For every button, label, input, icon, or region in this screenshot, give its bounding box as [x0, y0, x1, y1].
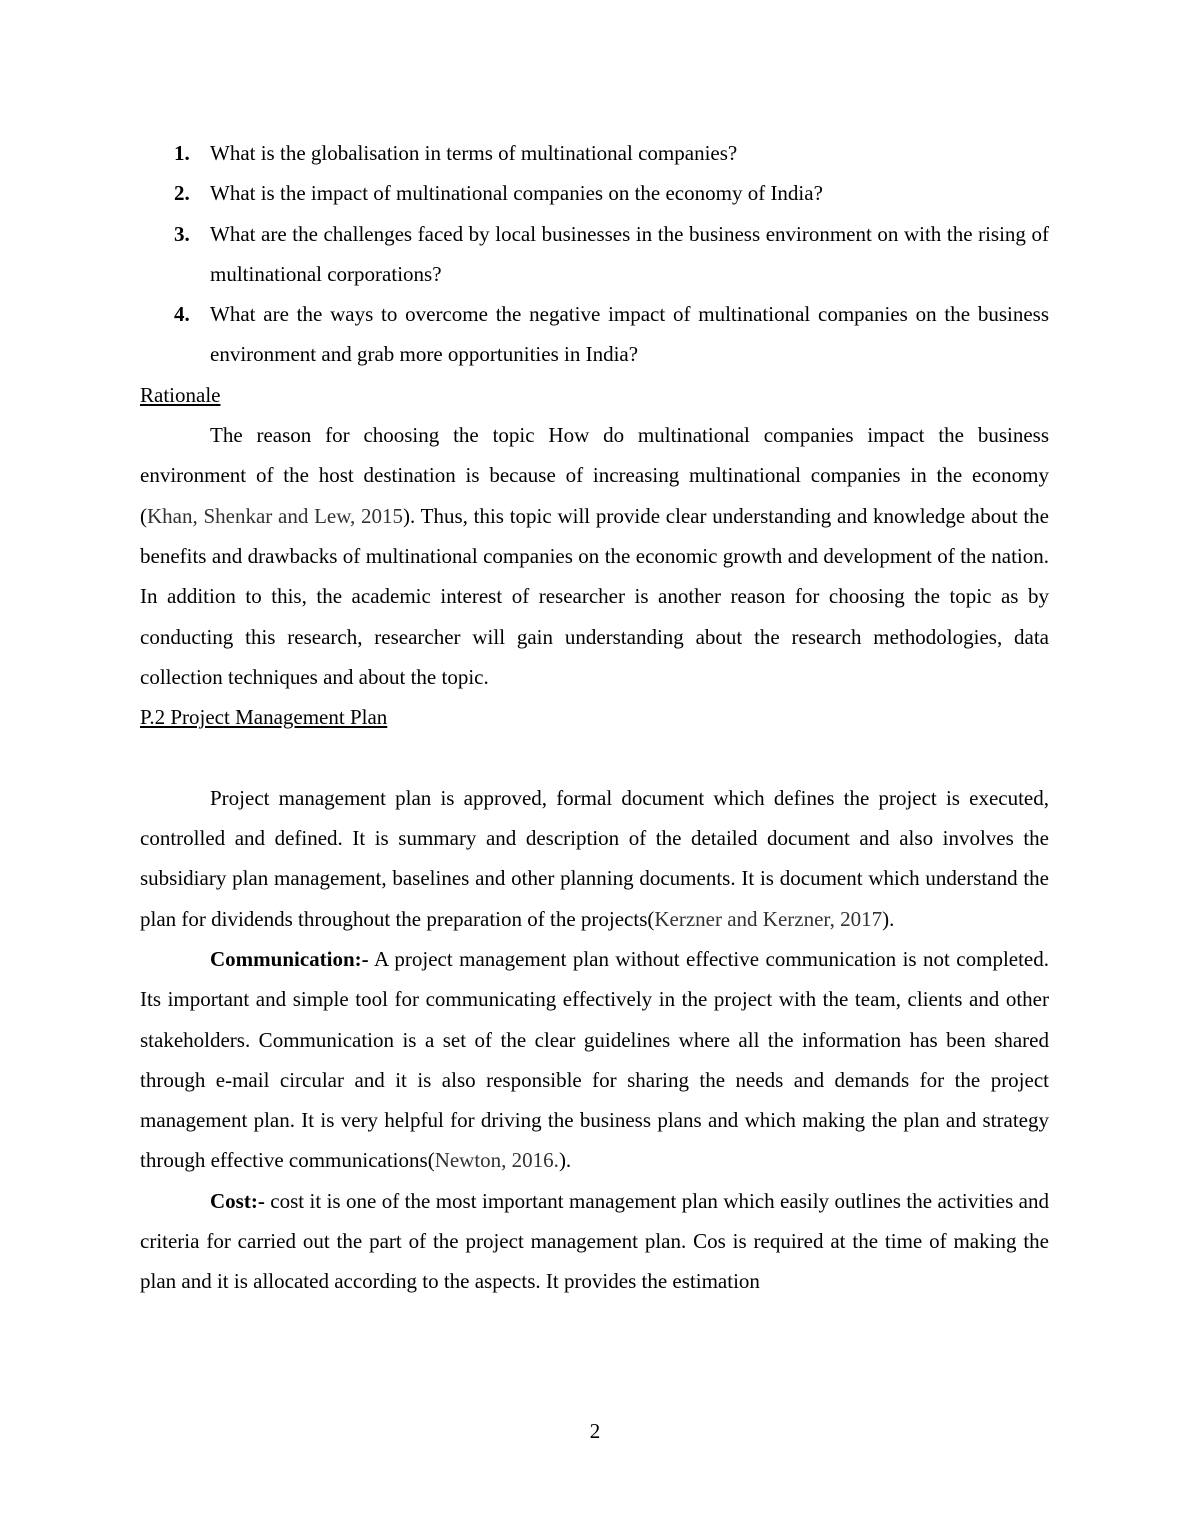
list-item-number: 2.: [174, 181, 190, 206]
intro-text: Project management plan is approved, formal document which defines the project is executed, controlled and defined. It is summary and description of the detailed document and also involves the subsidiary plan management, baselines and other planning documents. It is document which understand the plan for dividends throughout the preparation of the projects(: [140, 785, 1049, 931]
list-item: [140, 294, 1049, 375]
communication-text: A project management plan without effective communication is not completed. Its important and simple tool for communicating effectively in the project with the team, clients and other stakeholders. Communication is a set of the clear guidelines where all the information has been shared through e-mail circular and it is also responsible for sharing the needs and demands for the project management plan. It is very helpful for driving the business plans and which making the plan and strategy through effective communications(: [140, 946, 1049, 1173]
project-plan-heading: P.2 Project Management Plan: [140, 705, 388, 730]
rationale-heading: Rationale: [140, 382, 221, 407]
research-questions-list: [140, 133, 1049, 375]
rationale-paragraph: [140, 415, 1049, 697]
project-plan-intro-paragraph: [140, 778, 1049, 939]
list-item: [140, 214, 1049, 295]
communication-paragraph: [140, 939, 1049, 1181]
page-number: 2: [589, 1419, 601, 1443]
rationale-citation: Khan, Shenkar and Lew, 2015: [147, 503, 404, 528]
list-item-text: What is the globalisation in terms of multinational companies?: [210, 141, 738, 165]
list-item-number: 3.: [174, 221, 190, 246]
list-item: [140, 173, 1049, 213]
intro-text-end: ).: [882, 906, 895, 931]
intro-citation: Kerzner and Kerzner, 2017: [654, 906, 883, 931]
rationale-text-end: ). Thus, this topic will provide clear understanding and knowledge about the benefits and drawbacks of multinational companies on the economic growth and development of the nation. In addition to this, the academic interest of researcher is another reason for choosing the topic as by conducting this research, researcher will gain understanding about the research methodologies, data collection techniques and about the topic.: [140, 503, 1049, 689]
communication-citation: Newton, 2016.: [434, 1148, 559, 1173]
cost-text: cost it is one of the most important management plan which easily outlines the activities and criteria for carried out the part of the project management plan. Cos is required at the time of making the plan and it is allocated according to the aspects. It provides the estimation: [140, 1188, 1049, 1294]
rationale-text: The reason for choosing the topic How do multinational companies impact the business environment of the host destination is because of increasing multinational companies in the economy (: [140, 423, 1049, 528]
cost-label: Cost:-: [210, 1188, 265, 1213]
list-item-text: What is the impact of multinational companies on the economy of India?: [210, 181, 823, 206]
communication-label: Communication:-: [210, 946, 369, 971]
list-item-text: What are the ways to overcome the negative impact of multinational companies on the business environment and grab more opportunities in India?: [210, 302, 1049, 367]
document-page: [140, 133, 1049, 1302]
spacer: [140, 737, 1049, 777]
list-item-text: What are the challenges faced by local businesses in the business environment on with the rising of multinational corporations?: [210, 221, 1049, 286]
list-item-number: 1.: [174, 141, 190, 165]
communication-text-end: ).: [558, 1148, 572, 1173]
list-item: [140, 133, 1049, 173]
list-item-number: 4.: [174, 302, 190, 327]
cost-paragraph: [140, 1181, 1049, 1302]
